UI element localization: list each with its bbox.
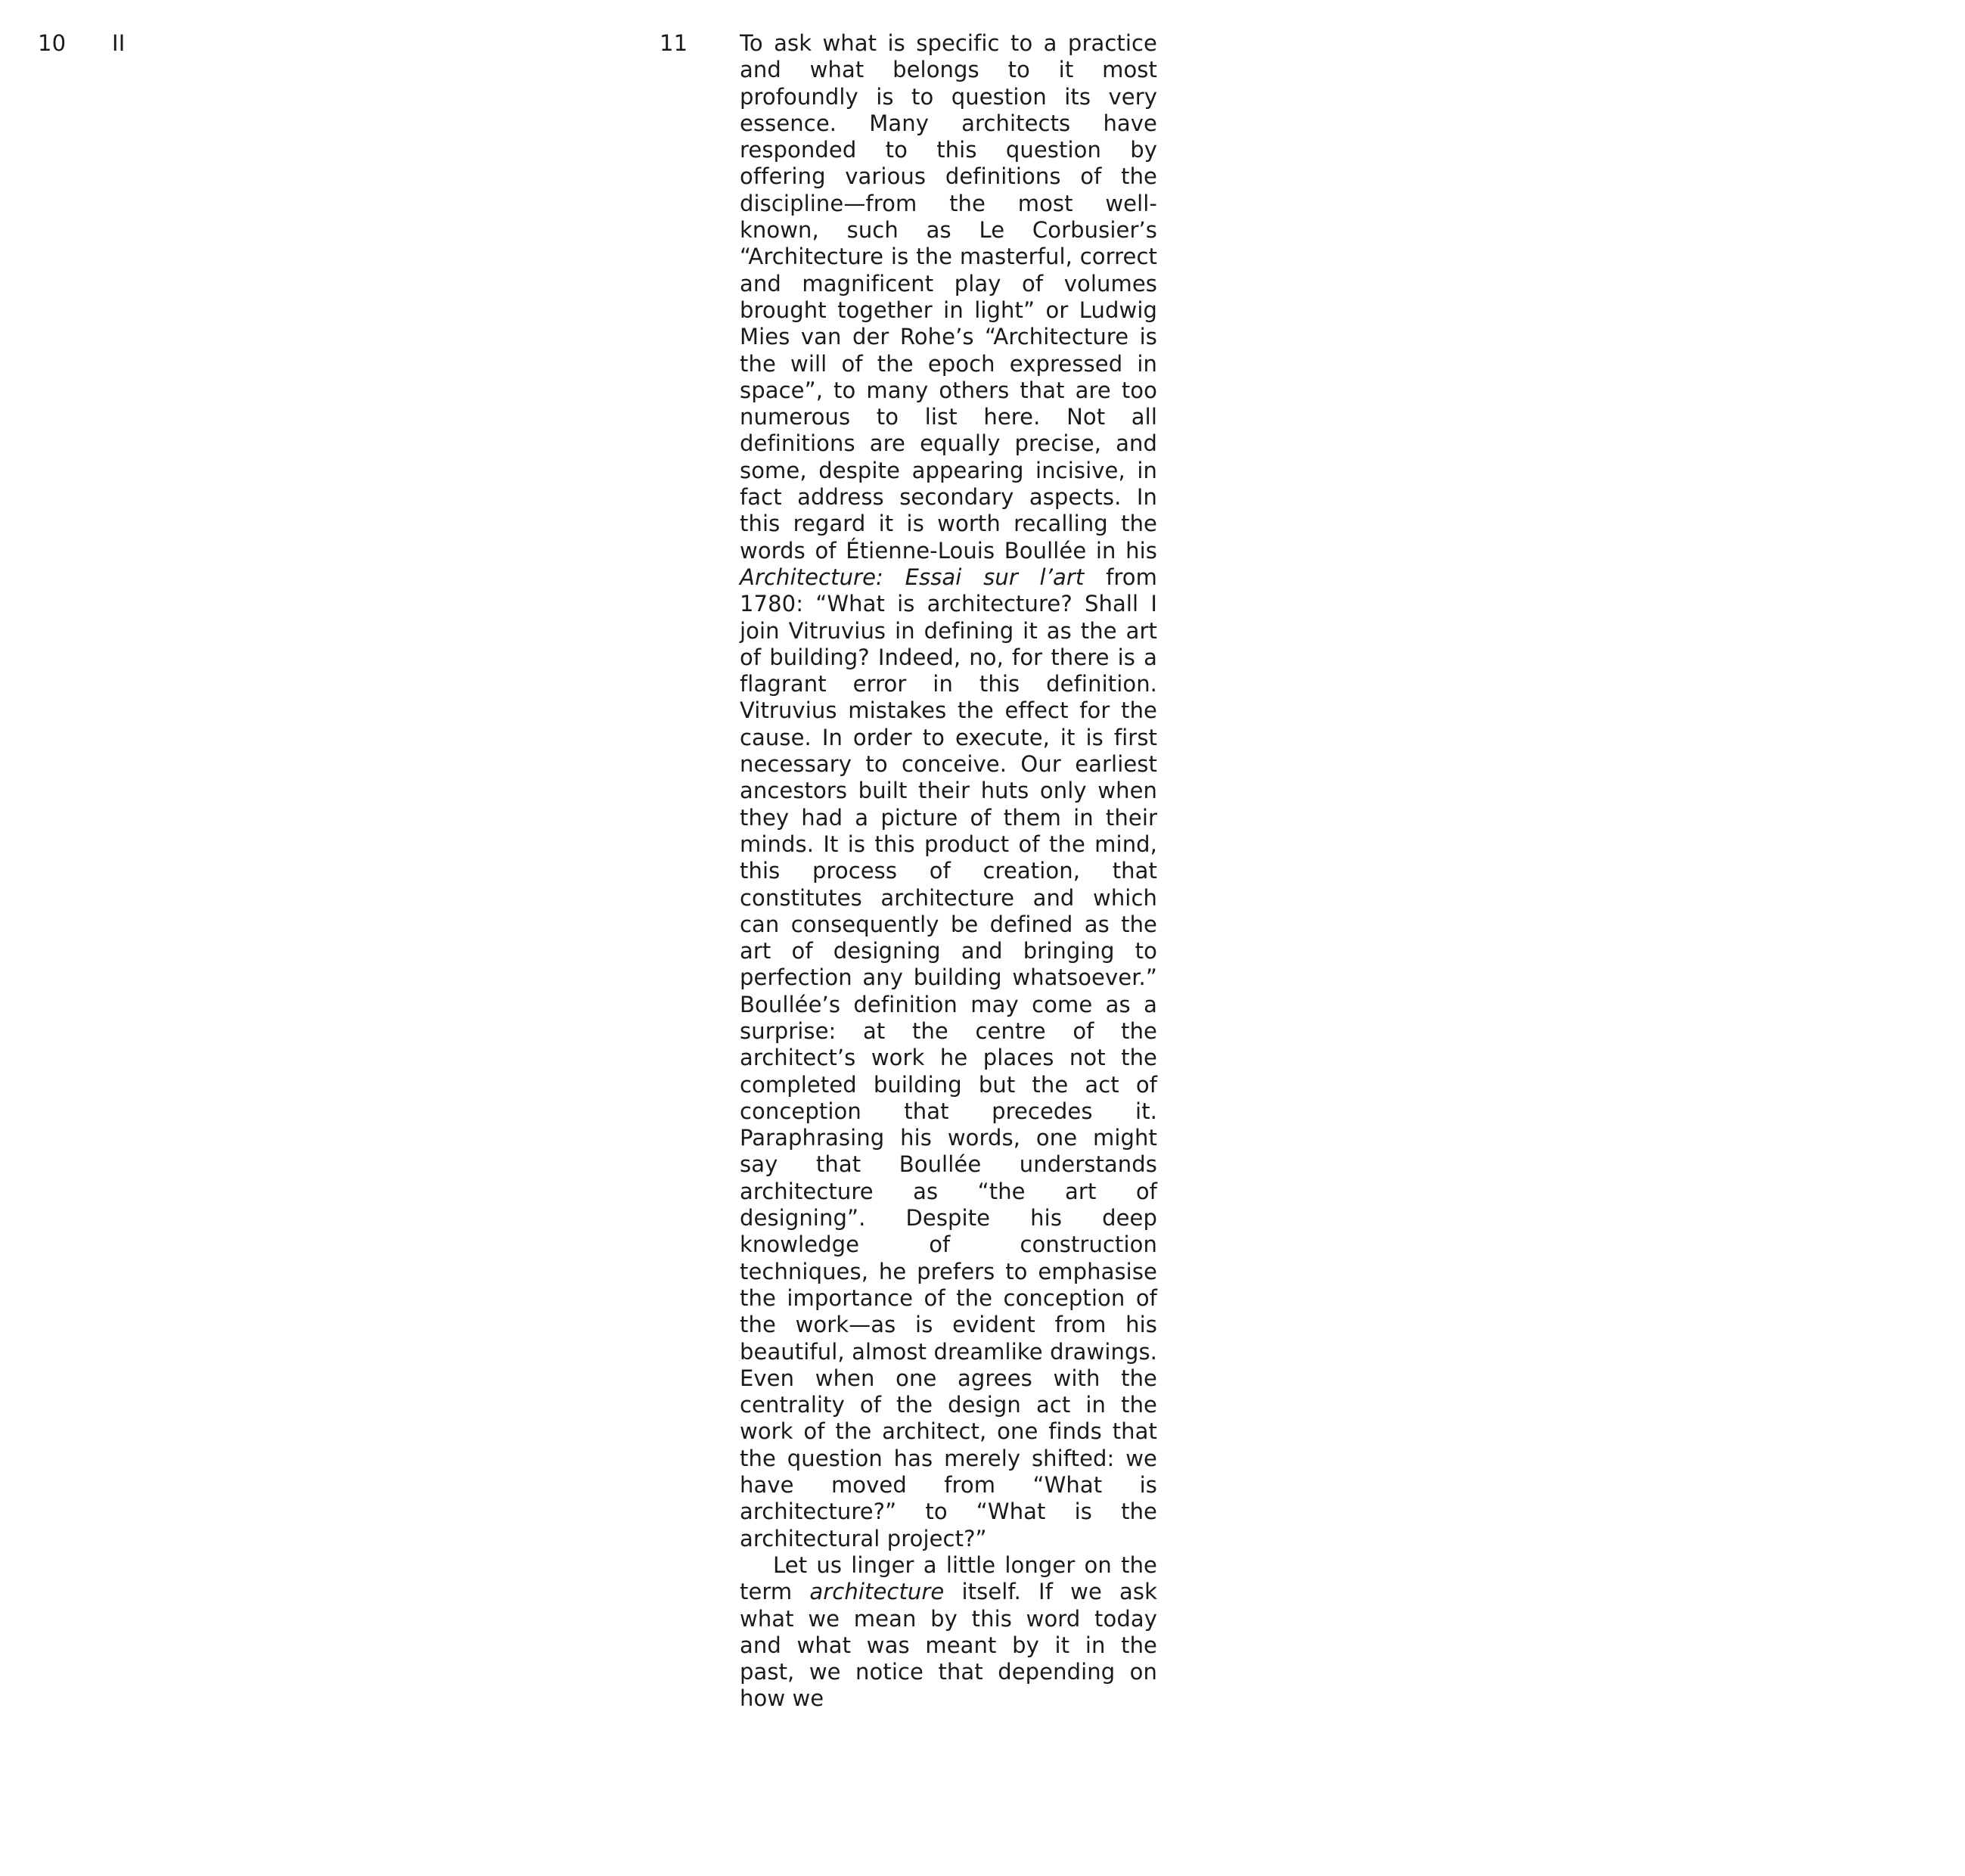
- left-page-number: 10: [38, 30, 67, 56]
- chapter-numeral: II: [112, 30, 126, 56]
- right-page-number: 11: [660, 30, 688, 56]
- paragraph: [740, 1552, 1157, 1713]
- paragraph: [740, 30, 1157, 1552]
- text-run: Let us linger a little longer on the term: [740, 1551, 1157, 1605]
- text-run: To ask what is specific to a practice and what belongs to it most profoundly is to question its very essence. Many architects have responded to this question by offering various definitions of the discipline—from the most well-known, such as Le Corbusier’s “Architecture is the masterful, correct and magnificent play of volumes brought together in light” or Ludwig Mies van der Rohe’s “Architecture is the will of the epoch expressed in space”, to many others that are too numerous to list here. Not all definitions are equally precise, and some, despite appearing incisive, in fact address secondary aspects. In this regard it is worth recalling the words of Étienne-Louis Boullée in his: [740, 30, 1157, 564]
- italic-text-run: architecture: [809, 1579, 945, 1605]
- body-text-column: [740, 30, 1157, 1713]
- text-run: itself. If we ask what we mean by this word today and what was meant by it in the past, we notice that depending on how we: [740, 1579, 1157, 1712]
- italic-text-run: Architecture: Essai sur l’art: [740, 564, 1085, 590]
- text-run: from 1780: “What is architecture? Shall I join Vitruvius in defining it as the art of building? Indeed, no, for there is a flagrant error in this definition. Vitruvius mistakes the effect for the cause. In order to execute, it is first necessary to conceive. Our earliest ancestors built their huts only when they had a picture of them in their minds. It is this product of the mind, this process of creation, that constitutes architecture and which can consequently be defined as the art of designing and bringing to perfection any building whatsoever.” Boullée’s definition may come as a surprise: at the centre of the architect’s work he places not the completed building but the act of conception that precedes it. Paraphrasing his words, one might say that Boullée understands architecture as “the art of designing”. Despite his deep knowledge of construction techniques, he prefers to emphasise the importance of the conception of the work—as is evident from his beautiful, almost dreamlike drawings. Even when one agrees with the centrality of the design act in the work of the architect, one finds that the question has merely shifted: we have moved from “What is architecture?” to “What is the architectural project?”: [740, 564, 1157, 1551]
